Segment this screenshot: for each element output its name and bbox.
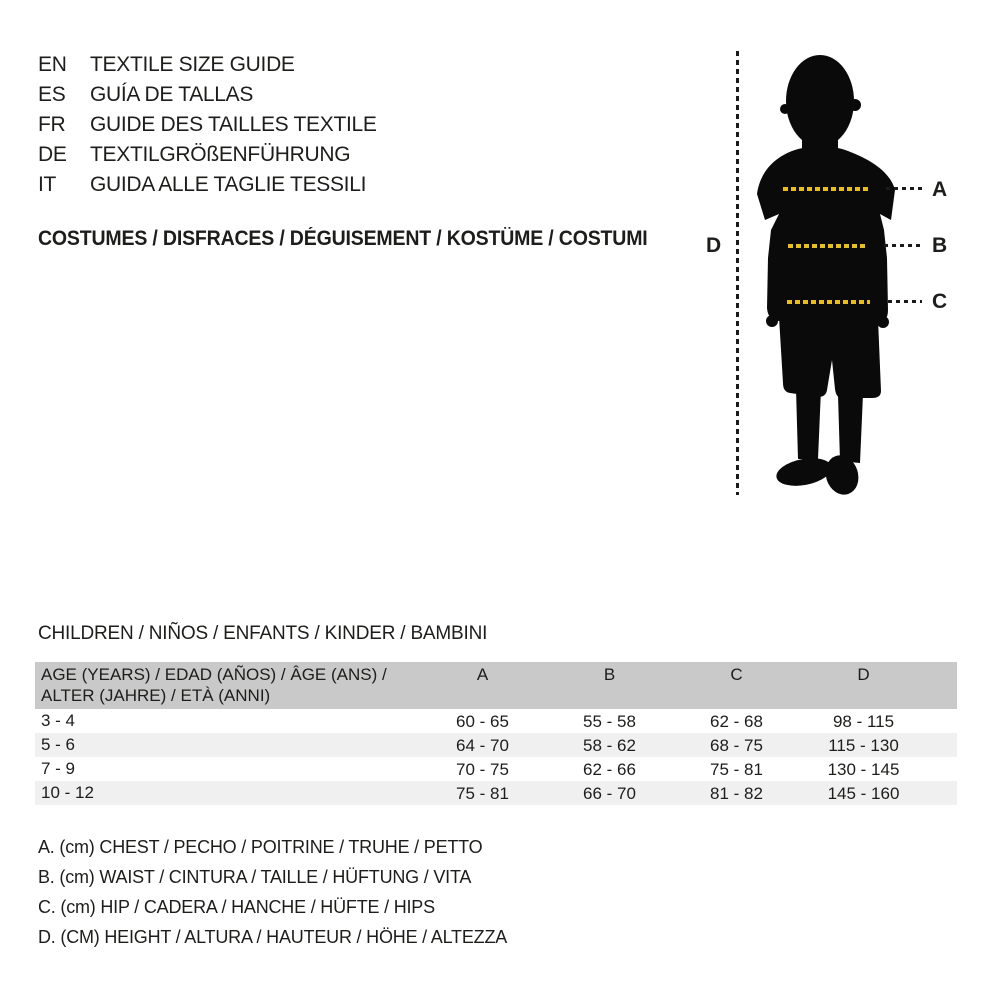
age-cell: 7 - 9: [41, 759, 76, 778]
language-row-fr: [38, 110, 377, 140]
language-title: GUIDE DES TAILLES TEXTILE: [90, 113, 377, 136]
table-row: [35, 709, 957, 733]
table-row: [35, 757, 957, 781]
measurement-legend: [38, 832, 507, 952]
language-code: FR: [38, 113, 66, 136]
height-cell: 98 - 115: [832, 711, 895, 731]
language-row-es: [38, 80, 377, 110]
chest-leader-line: [886, 187, 922, 190]
label-c: C: [932, 290, 948, 313]
waist-measure-line: [788, 244, 867, 248]
category-title: COSTUMES / DISFRACES / DÉGUISEMENT / KOSTÜME / COSTUMI: [38, 227, 648, 250]
size-table-header: [35, 662, 957, 709]
table-row: [35, 733, 957, 757]
age-cell: 3 - 4: [41, 711, 76, 730]
height-cell: 145 - 160: [827, 783, 900, 803]
measurement-figure: [700, 48, 960, 503]
column-header-c: C: [730, 665, 743, 684]
hip-cell: 81 - 82: [710, 783, 763, 803]
language-list: [38, 50, 377, 200]
waist-cell: 62 - 66: [583, 759, 636, 779]
age-header-line1: AGE (YEARS) / EDAD (AÑOS) / ÂGE (ANS) /: [41, 665, 387, 684]
language-title: TEXTILE SIZE GUIDE: [90, 53, 295, 76]
legend-chest: A. (cm) CHEST / PECHO / POITRINE / TRUHE / PETTO: [38, 837, 483, 857]
chest-cell: 75 - 81: [456, 783, 509, 803]
language-row-it: [38, 170, 377, 200]
child-silhouette-icon: [752, 53, 900, 497]
age-header-line2: ALTER (JAHRE) / ETÀ (ANNI): [41, 686, 271, 705]
height-measure-line: [736, 51, 739, 495]
label-d: D: [706, 234, 722, 257]
waist-cell: 55 - 58: [583, 711, 636, 731]
legend-hip: C. (cm) HIP / CADERA / HANCHE / HÜFTE / HIPS: [38, 897, 435, 917]
height-cell: 130 - 145: [827, 759, 900, 779]
language-title: GUIDA ALLE TAGLIE TESSILI: [90, 173, 367, 196]
chest-measure-line: [783, 187, 870, 191]
language-code: DE: [38, 143, 67, 166]
legend-waist: B. (cm) WAIST / CINTURA / TAILLE / HÜFTUNG / VITA: [38, 867, 472, 887]
language-row-de: [38, 140, 377, 170]
language-code: EN: [38, 53, 67, 76]
language-row-en: [38, 50, 377, 80]
chest-cell: 64 - 70: [456, 735, 509, 755]
label-a: A: [932, 178, 948, 201]
column-header-d: D: [857, 665, 870, 684]
hip-cell: 62 - 68: [710, 711, 763, 731]
size-table: [35, 662, 957, 805]
waist-leader-line: [884, 244, 922, 247]
chest-cell: 60 - 65: [456, 711, 509, 731]
hip-measure-line: [787, 300, 870, 304]
height-cell: 115 - 130: [828, 735, 899, 755]
age-cell: 5 - 6: [41, 735, 76, 754]
hip-leader-line: [888, 300, 922, 303]
column-header-a: A: [476, 665, 489, 684]
language-title: GUÍA DE TALLAS: [90, 83, 254, 106]
column-header-b: B: [603, 665, 616, 684]
table-row: [35, 781, 957, 805]
hip-cell: 75 - 81: [710, 759, 763, 779]
age-column-header: [41, 664, 419, 709]
label-b: B: [932, 234, 948, 257]
legend-height: D. (CM) HEIGHT / ALTURA / HAUTEUR / HÖHE / ALTEZZA: [38, 927, 508, 947]
language-code: ES: [38, 83, 66, 106]
language-code: IT: [38, 173, 57, 196]
language-title: TEXTILGRÖßENFÜHRUNG: [90, 143, 351, 166]
chest-cell: 70 - 75: [456, 759, 509, 779]
waist-cell: 58 - 62: [583, 735, 636, 755]
hip-cell: 68 - 75: [710, 735, 763, 755]
age-cell: 10 - 12: [41, 783, 94, 802]
waist-cell: 66 - 70: [583, 783, 636, 803]
children-section-title: CHILDREN / NIÑOS / ENFANTS / KINDER / BAMBINI: [38, 623, 488, 644]
